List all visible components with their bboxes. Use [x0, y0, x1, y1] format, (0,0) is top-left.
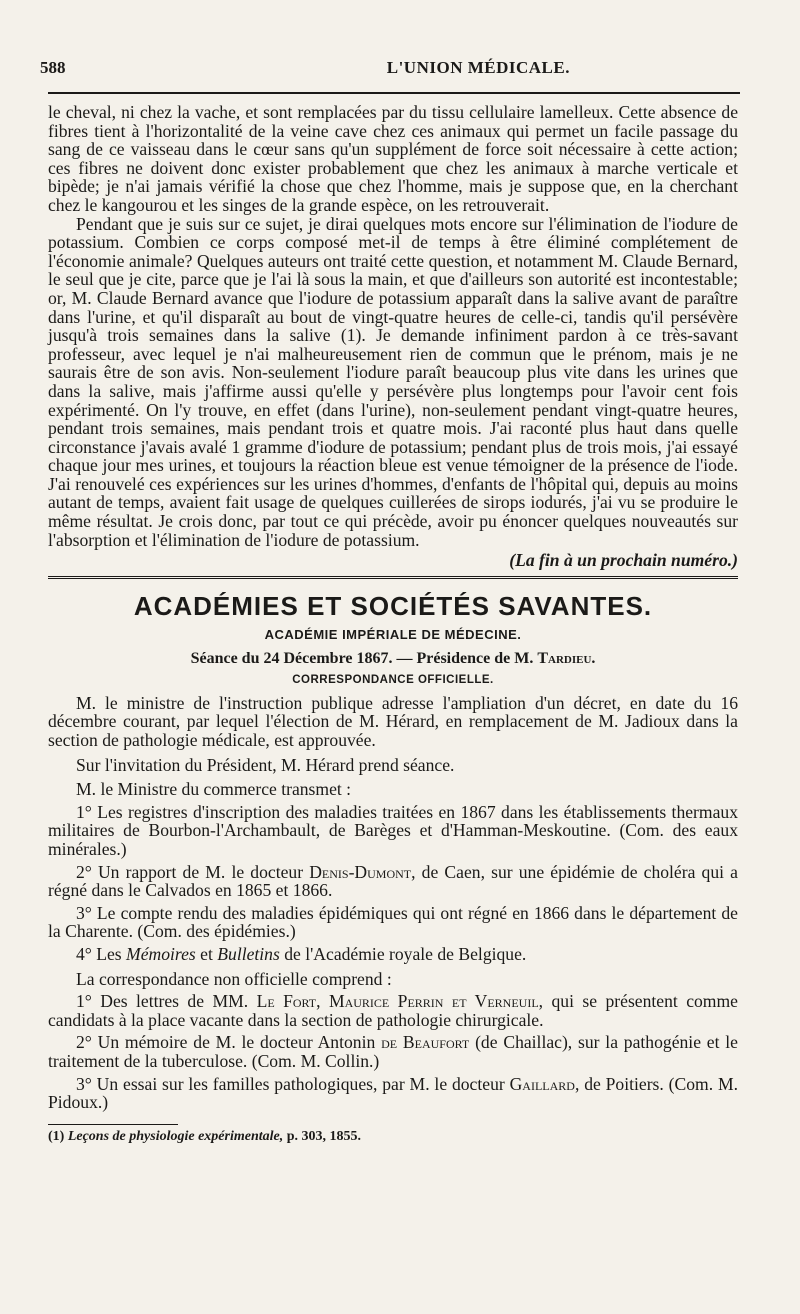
commerce-minister-paragraph: M. le Ministre du commerce transmet : [76, 779, 352, 800]
seance-president: Tardieu. [537, 649, 596, 667]
non-official-item-2-rest: (de Chaillac), sur la pathogénie et le traitement de la tuberculose. (Com. M. Collin.) [48, 1032, 738, 1071]
footnote [48, 1129, 738, 1145]
non-official-item-3-rest: , de Poitiers. (Com. M. Pidoux.) [48, 1073, 738, 1113]
footnote-marker: (1) [48, 1128, 65, 1144]
non-official-item-3-text: 3° Un essai sur les familles pathologiques, par M. le docteur [76, 1073, 505, 1094]
candidate-names: Le Fort, Maurice Perrin et Verneuil, [256, 991, 544, 1012]
non-official-item-2-text: 2° Un mémoire de M. le docteur Antonin [76, 1032, 376, 1053]
page-number: 588 [40, 58, 66, 77]
section-title: ACADÉMIES ET SOCIÉTÉS SAVANTES. [133, 590, 653, 621]
article-paragraph-2: Pendant que je suis sur ce sujet, je dirai quelques mots encore sur l'élimination de l'iodure de potassium. Combien ce corps composé met-il de temps à être éliminé complétement de l'économie animale? Quelques auteurs ont traité cette question, et notamment M. Claude Bernard, le seul que je cite, parce que je l'ai là sous la main, et que d'ailleurs son autorité est incontestable; or, M. Claude Bernard avance que l'iodure de potassium apparaît dans la salive avant de paraître dans l'urine, et qu'il disparaît au bout de vingt-quatre heures de celle-ci, tandis qu'il persévère jusqu'à trois semaines dans la salive (1). Je demande infiniment pardon à ce très-savant professeur, avec lequel je n'ai malheureusement rien de commun que le prénom, mais je ne saurais être de son avis. Non-seulement l'iodure paraît beaucoup plus vite dans les urines que dans la salive, mais j'affirme aussi qu'elle y persévère plus longtemps pour l'avoir cent fois expérimenté. On l'y trouve, en effet (dans l'urine), non-seulement pendant vingt-quatre heures, pendant trois semaines, mais pendant trois et quatre mois. J'ai raconté plus haut dans quelle circonstance j'avais avalé 1 gramme d'iodure de potassium; pendant plus de trois mois, j'ai essayé chaque jour mes urines, et toujours la réaction bleue est venue témoigner de la présence de l'iode. J'ai renouvelé ces expériences sur les urines d'hommes, d'enfants de l'hôpital qui, depuis au moins autant de temps, avaient fait usage de quelques cuillerées de sirops iodurés, j'ai vu se produire le même résultat. Je crois donc, par tout ce qui précède, avoir pu énoncer quelques nouveautés sur l'absorption et l'élimination de l'iodure de potassium. [48, 213, 738, 550]
commerce-item-4 [48, 945, 738, 964]
commerce-item-4-text: 4° Les [76, 943, 122, 964]
header-rule [48, 92, 740, 94]
journal-title: L'UNION MÉDICALE. [386, 58, 570, 77]
author-name: Gaillard [509, 1073, 575, 1094]
non-official-item-1-text: 1° Des lettres de MM. [76, 991, 249, 1012]
commerce-item-2-rest: , de Caen, sur une épidémie de choléra qui a régné dans le Calvados en 1865 et 1866. [48, 861, 738, 901]
commerce-item-4-rest: de l'Académie royale de Belgique. [284, 943, 527, 964]
footnote-title: Leçons de physiologie expérimentale, [67, 1128, 284, 1144]
non-official-item-1-rest: qui se présentent comme candidats à la place vacante dans la section de pathologie chirurgicale. [48, 991, 738, 1030]
footnote-rule [48, 1124, 178, 1125]
running-head [40, 58, 740, 88]
correspondance-heading: CORRESPONDANCE OFFICIELLE. [292, 673, 494, 686]
seance-line [48, 650, 738, 668]
article-paragraph-1: le cheval, ni chez la vache, et sont remplacées par du tissu cellulaire lamelleux. Cette absence de fibres tient à l'horizontalité de la veine cave chez ces animaux qui permet un facile passage du sang de ce vaisseau dans le cœur sans qu'un supplément de force soit nécessaire à cette action; ces fibres ne doivent donc exister probablement que chez les animaux à marche verticale et bipède; je n'ai jamais vérifié la chose que chez l'homme, mais je suppose que, en la cherchant chez le kangourou et les singes de la grande espèce, on les retrouverait. [48, 102, 738, 215]
non-official-item-2 [48, 1033, 738, 1070]
bulletins-title: Bulletins [217, 943, 280, 964]
academy-heading: ACADÉMIE IMPÉRIALE DE MÉDECINE. [264, 626, 522, 642]
section-divider [48, 576, 738, 579]
author-name: de Beaufort [381, 1032, 470, 1053]
continuation-note: (La fin à un prochain numéro.) [509, 550, 738, 571]
non-official-item-1 [48, 992, 738, 1029]
commerce-item-4-and: et [200, 943, 213, 964]
commerce-item-2 [48, 863, 738, 900]
seance-date: Séance du 24 Décembre 1867. — Présidence de M. [190, 649, 534, 667]
non-official-intro: La correspondance non officielle comprend : [76, 968, 392, 989]
seating-paragraph: Sur l'invitation du Président, M. Hérard prend séance. [76, 754, 455, 775]
memoires-title: Mémoires [126, 943, 196, 964]
page-body [48, 103, 738, 1145]
decree-paragraph: M. le ministre de l'instruction publique adresse l'ampliation d'un décret, en date du 16 décembre courant, par lequel l'élection de M. Hérard, en remplacement de M. Jadioux dans la section de pathologie médicale, est approuvée. [48, 692, 738, 751]
commerce-item-3: 3° Le compte rendu des maladies épidémiques qui ont régné en 1866 dans le département de la Charente. (Com. des épidémies.) [48, 902, 738, 942]
footnote-reference: p. 303, 1855. [286, 1128, 362, 1144]
commerce-item-2-text: 2° Un rapport de M. le docteur [76, 861, 304, 882]
author-name: Denis-Dumont [309, 861, 412, 882]
non-official-item-3 [48, 1075, 738, 1112]
commerce-item-1: 1° Les registres d'inscription des maladies traitées en 1867 dans les établissements thermaux militaires de Bourbon-l'Archambault, de Barèges et d'Hamman-Meskoutine. (Com. des eaux minérales.) [48, 801, 738, 859]
